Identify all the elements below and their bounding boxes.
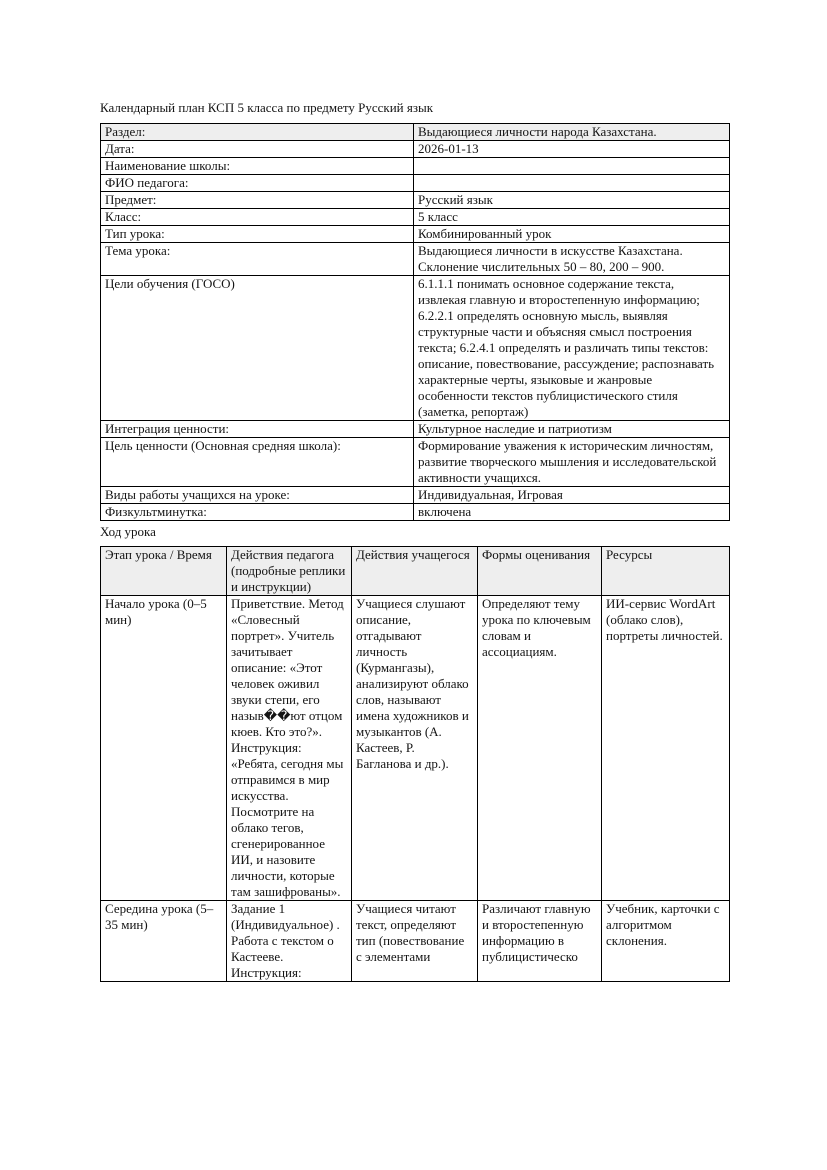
assessment-cell: Различают главную и второстепенную информацию в публицистическо [478, 901, 602, 982]
info-label: Дата: [101, 141, 414, 158]
info-label: Тип урока: [101, 226, 414, 243]
table-row [101, 504, 730, 521]
info-label: Интеграция ценности: [101, 421, 414, 438]
column-header-teacher-actions: Действия педагога (подробные реплики и инструкции) [227, 547, 352, 596]
student-actions-cell: Учащиеся читают текст, определяют тип (повествование с элементами [352, 901, 478, 982]
info-value: Выдающиеся личности в искусстве Казахстана. Склонение числительных 50 – 80, 200 – 900. [414, 243, 730, 276]
table-row [101, 487, 730, 504]
column-header-stage: Этап урока / Время [101, 547, 227, 596]
lesson-table-header-row [101, 547, 730, 596]
info-value: Формирование уважения к историческим личностям, развитие творческого мышления и исследовательской активности учащихся. [414, 438, 730, 487]
resources-cell: ИИ-сервис WordArt (облако слов), портреты личностей. [602, 596, 730, 901]
lesson-flow-table [100, 546, 730, 982]
info-label: Раздел: [101, 124, 414, 141]
document-title: Календарный план КСП 5 класса по предмету Русский язык [100, 100, 434, 115]
lesson-flow-heading: Ход урока [100, 524, 156, 539]
lesson-info-table [100, 123, 730, 521]
table-row [101, 124, 730, 141]
info-value: включена [414, 504, 730, 521]
info-value: Культурное наследие и патриотизм [414, 421, 730, 438]
column-header-resources: Ресурсы [602, 547, 730, 596]
info-value: 2026-01-13 [414, 141, 730, 158]
column-header-assessment: Формы оценивания [478, 547, 602, 596]
teacher-actions-cell: Приветствие. Метод «Словесный портрет». Учитель зачитывает описание: «Этот человек оживил звуки степи, его назыв��ют отцом кюев. Кто это?». Инструкция: «Ребята, сегодня мы отправимся в мир искусства. Посмотрите на облако тегов, сгенерированное ИИ, и назовите личности, которые там зашифрованы». [227, 596, 352, 901]
document-content [100, 100, 729, 982]
info-label: Наименование школы: [101, 158, 414, 175]
info-label: Тема урока: [101, 243, 414, 276]
assessment-cell: Определяют тему урока по ключевым словам и ассоциациям. [478, 596, 602, 901]
info-value: Русский язык [414, 192, 730, 209]
stage-cell: Начало урока (0–5 мин) [101, 596, 227, 901]
table-row [101, 192, 730, 209]
stage-cell: Середина урока (5–35 мин) [101, 901, 227, 982]
info-label: Физкультминутка: [101, 504, 414, 521]
table-row [101, 421, 730, 438]
table-row [101, 276, 730, 421]
info-label: Цель ценности (Основная средняя школа): [101, 438, 414, 487]
table-row [101, 175, 730, 192]
info-value [414, 175, 730, 192]
table-row [101, 141, 730, 158]
teacher-actions-cell: Задание 1 (Индивидуальное) . Работа с текстом о Кастееве. Инструкция: [227, 901, 352, 982]
info-value: Комбинированный урок [414, 226, 730, 243]
table-row [101, 243, 730, 276]
student-actions-cell: Учащиеся слушают описание, отгадывают личность (Курмангазы), анализируют облако слов, называют имена художников и музыкантов (А. Кастеев, Р. Багланова и др.). [352, 596, 478, 901]
info-value: 6.1.1.1 понимать основное содержание текста, извлекая главную и второстепенную информацию; 6.2.2.1 определять основную мысль, выявляя структурные части и объясняя смысл построения текста; 6.2.4.1 определять и различать типы текстов: описание, повествование, рассуждение; распознавать характерные черты, языковые и жанровые особенности текстов публицистического стиля (заметка, репортаж) [414, 276, 730, 421]
info-value: Индивидуальная, Игровая [414, 487, 730, 504]
info-label: ФИО педагога: [101, 175, 414, 192]
lesson-row-start [101, 596, 730, 901]
info-label: Цели обучения (ГОСО) [101, 276, 414, 421]
column-header-student-actions: Действия учащегося [352, 547, 478, 596]
info-label: Класс: [101, 209, 414, 226]
info-value: Выдающиеся личности народа Казахстана. [414, 124, 730, 141]
info-label: Предмет: [101, 192, 414, 209]
table-row [101, 209, 730, 226]
lesson-row-middle [101, 901, 730, 982]
table-row [101, 158, 730, 175]
info-label: Виды работы учащихся на уроке: [101, 487, 414, 504]
table-row [101, 438, 730, 487]
info-value [414, 158, 730, 175]
resources-cell: Учебник, карточки с алгоритмом склонения. [602, 901, 730, 982]
info-value: 5 класс [414, 209, 730, 226]
table-row [101, 226, 730, 243]
